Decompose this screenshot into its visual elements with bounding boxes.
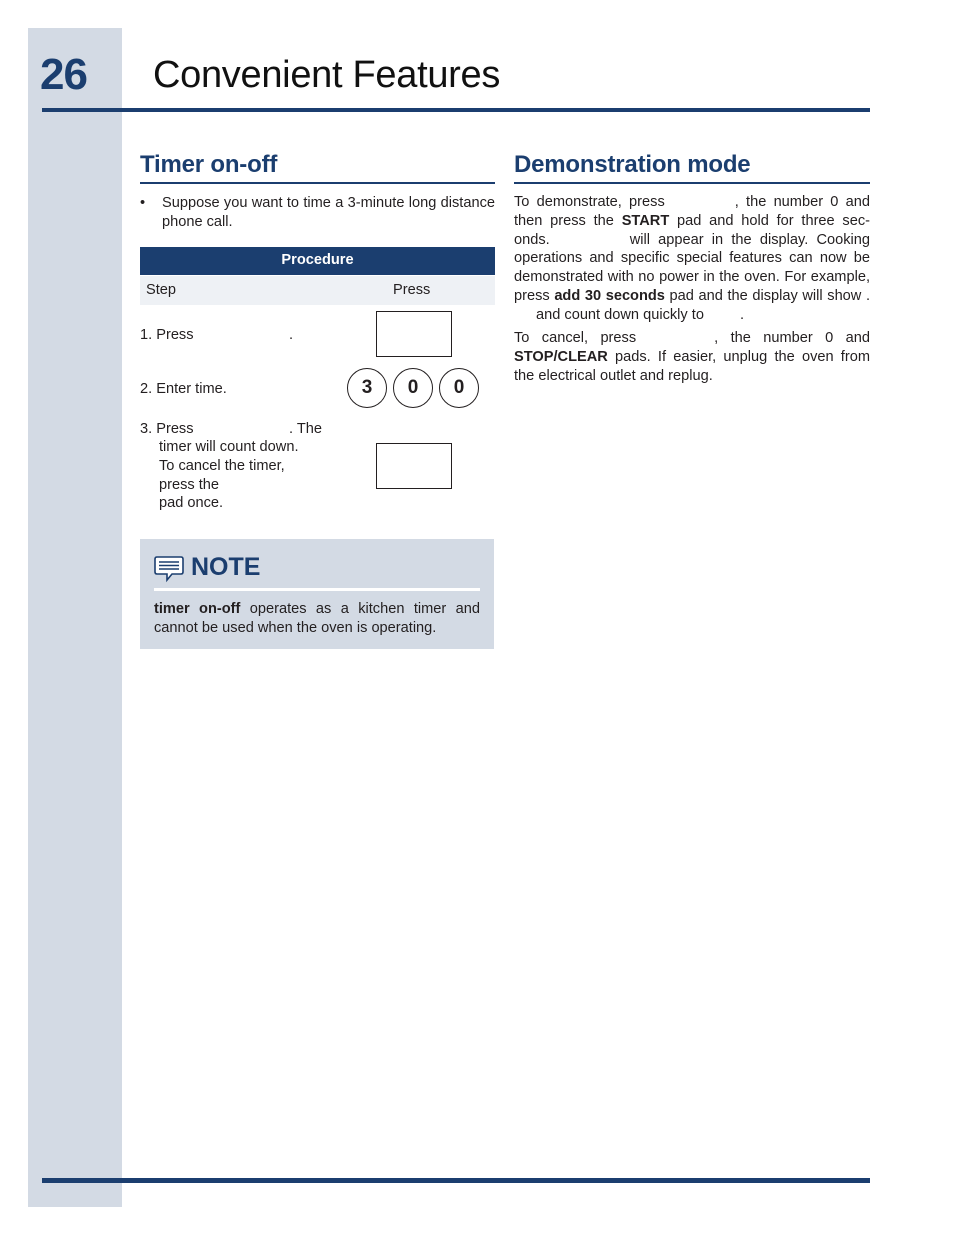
note-bold: timer on-off <box>154 601 241 617</box>
demo-p2-a: To cancel, press <box>514 330 637 346</box>
demo-p2-d: pads. If easier, unplug the oven from the electrical outlet and replug. <box>514 348 870 384</box>
side-band <box>28 28 122 1207</box>
page-number: 26 <box>40 50 87 99</box>
demo-paragraph-1 <box>514 193 870 325</box>
digit-3-button[interactable]: 3 <box>347 368 387 408</box>
column-press: Press <box>393 282 431 298</box>
column-step: Step <box>146 282 177 298</box>
step-3-line-3: To cancel the timer, <box>159 458 285 474</box>
timer-pad-button-2[interactable] <box>376 443 452 489</box>
timer-pad-button[interactable] <box>376 311 452 357</box>
header-rule <box>42 108 870 112</box>
timer-bullet-text: Suppose you want to time a 3-minute long distance phone call. <box>162 195 495 230</box>
step-3-line-4: press the <box>159 477 220 493</box>
note-text <box>154 600 480 638</box>
procedure-header: Procedure <box>140 247 495 275</box>
step-1-period: . <box>289 327 294 343</box>
demo-p1-a: To demonstrate, press <box>514 194 665 210</box>
note-speech-bubble-icon <box>154 555 184 583</box>
demo-heading: Demonstration mode <box>514 151 751 178</box>
page-title: Convenient Features <box>153 54 501 96</box>
step-3-line-5: pad once. <box>159 495 224 511</box>
timer-heading: Timer on-off <box>140 151 278 178</box>
timer-heading-rule <box>140 182 495 184</box>
demo-p1-add30: add 30 seconds <box>554 287 665 304</box>
digit-0-button[interactable]: 0 <box>393 368 433 408</box>
bullet-dot: • <box>140 195 146 211</box>
demo-paragraph-2 <box>514 329 870 385</box>
demo-p1-h: and count down quickly to <box>536 306 704 323</box>
demo-p1-e: will appear in the display. Cooking operations and specific special features can now be demonstrated with no power in the oven. For example, press <box>514 231 870 304</box>
demo-p1-start: START <box>621 212 670 229</box>
demo-p1-g: pad and the display will show . <box>664 287 870 304</box>
demo-p1-d: pad and hold for three sec-onds. <box>514 212 871 248</box>
note-title: NOTE <box>191 553 261 581</box>
footer-rule <box>42 1178 870 1183</box>
step-2-label: 2. Enter time. <box>140 381 227 397</box>
note-rule <box>154 588 480 591</box>
step-3-the: . The <box>289 421 322 437</box>
note-body: operates as a kitchen timer and cannot be used when the oven is operating. <box>154 601 480 636</box>
step-3-label: 3. Press <box>140 421 194 437</box>
demo-p1-b: , the number 0 and then press the <box>514 194 870 229</box>
step-3-line-2: timer will count down. <box>159 439 299 455</box>
digit-0-button-2[interactable]: 0 <box>439 368 479 408</box>
demo-p2-stopclear: STOP/CLEAR <box>514 348 608 365</box>
procedure-column-headers <box>140 276 495 305</box>
demo-heading-rule <box>514 182 870 184</box>
step-1-label: 1. Press <box>140 327 194 343</box>
demo-p1-i: . <box>739 306 744 323</box>
demo-p2-b: , the number 0 and <box>714 330 870 346</box>
